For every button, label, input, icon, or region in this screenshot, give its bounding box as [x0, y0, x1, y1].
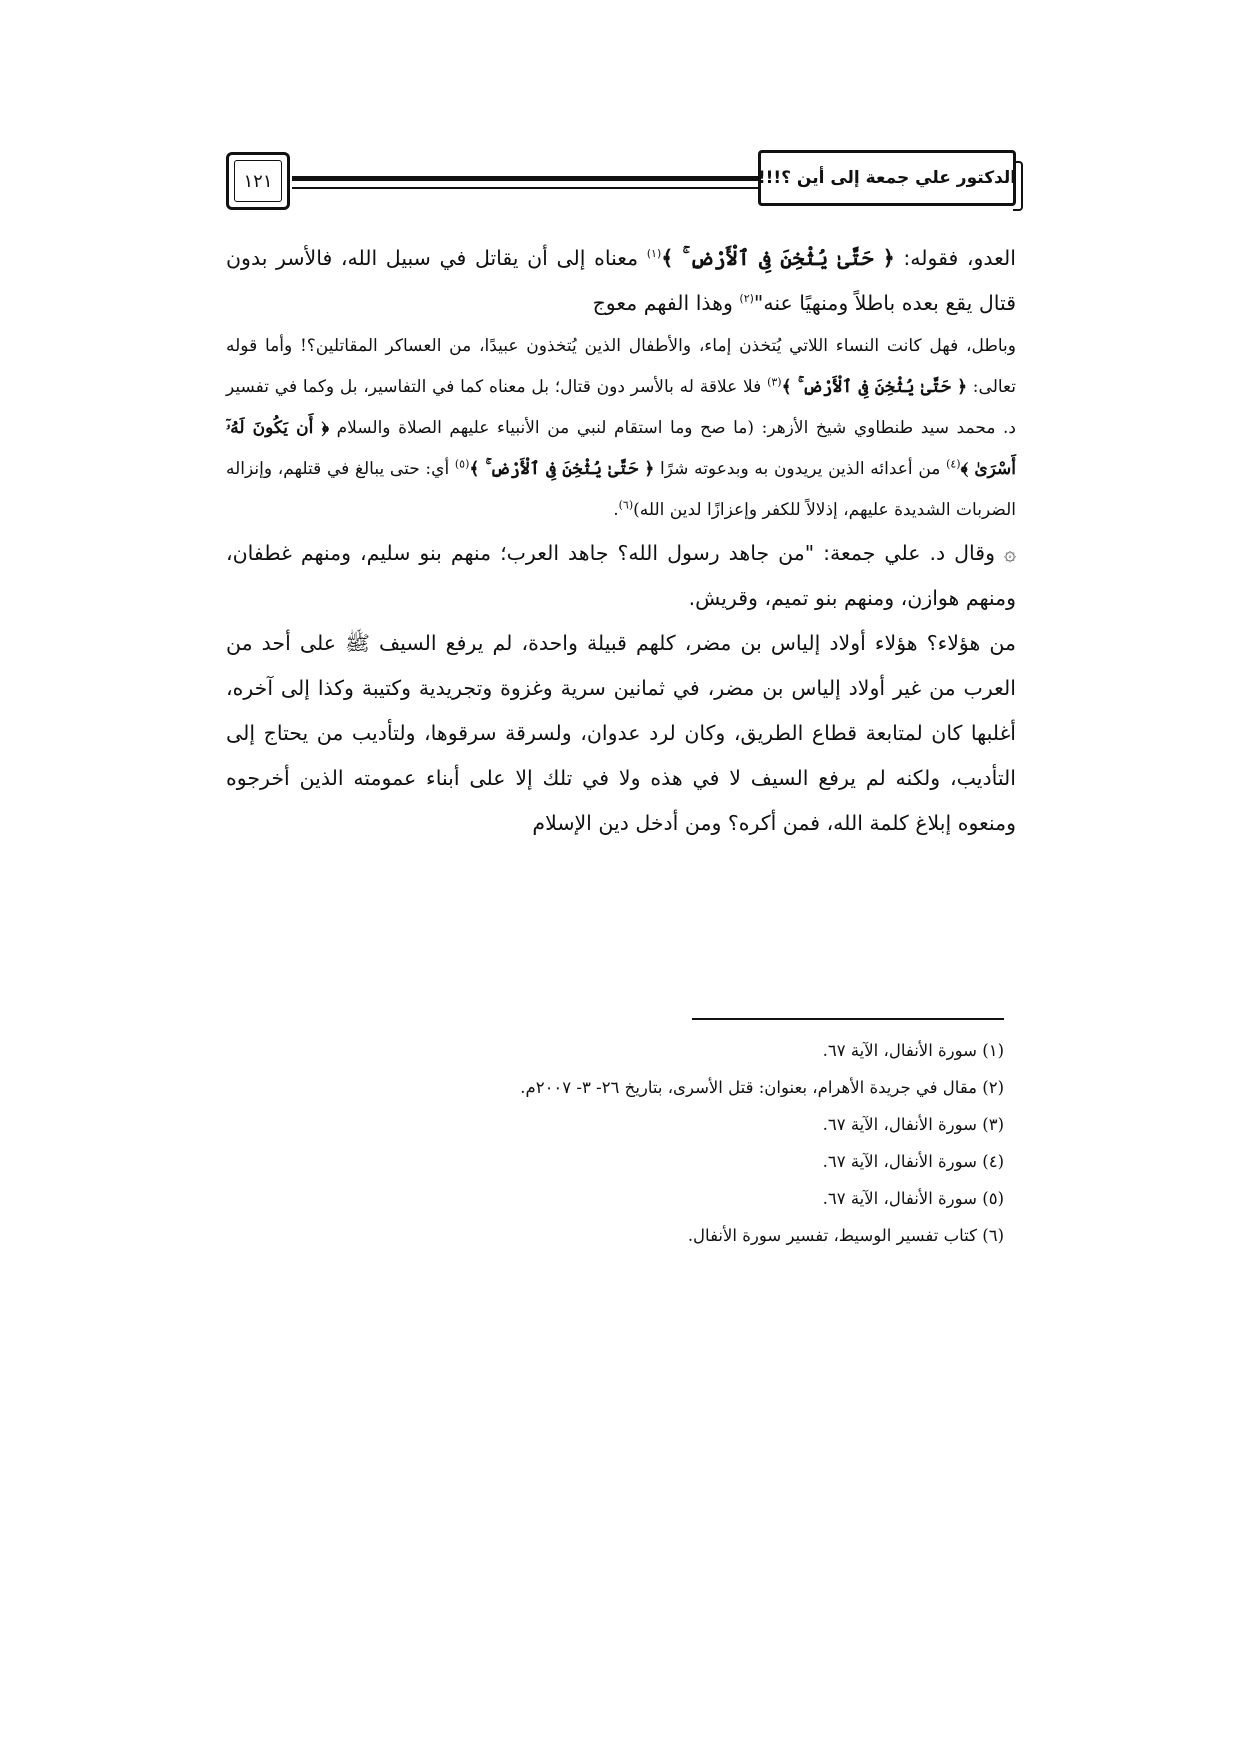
text-run: معناه إلى أن يقاتل في سبيل الله، فالأسر بدون قتال يقع بعده باطلاً ومنهيًا عنه": [226, 246, 1016, 315]
page-header: [226, 146, 1016, 218]
text-run: العدو، فقوله:: [894, 246, 1016, 270]
paragraph: [226, 236, 1016, 326]
text-run: من هؤلاء؟ هؤلاء أولاد إلياس بن مضر، كلهم قبيلة واحدة، لم يرفع السيف ﷺ على أحد من العرب من غير أولاد إلياس بن مضر، في ثمانين سرية وغزوة وتجريدية وكتيبة وكذا إلى آخره، أغلبها كان لمتابعة قطاع الطريق، وكان لرد عدوان، ولسرقة سرقوها، ولتأديب من يحتاج إلى التأديب، ولكنه لم يرفع السيف لا في هذه ولا في تلك إلا على أبناء عمومته الذين أخرجوه ومنعوه إبلاغ كلمة الله، فمن أكره؟ ومن أدخل دين الإسلام: [226, 631, 1016, 835]
footnote-divider: [692, 1018, 1004, 1020]
footnote-ref: (٣): [767, 375, 782, 389]
footnote-ref: (٢): [739, 292, 754, 306]
running-title: الدكتور علي جمعة إلى أين ؟!!!: [758, 150, 1016, 206]
footnote-ref: (٦): [618, 498, 634, 512]
text-run: من أعدائه الذين يريدون به وبدعوته شرًا: [654, 459, 947, 479]
footnote-2: (٢) مقال في جريدة الأهرام، بعنوان: قتل الأسرى، بتاريخ ٢٦- ٣- ٢٠٠٧م.: [520, 1078, 1004, 1097]
paragraph: [226, 326, 1016, 531]
text-run: فلا علاقة له بالأسر دون قتال؛ بل معناه كما في التفاسير، بل وكما في تفسير د. محمد سيد طنطاوي شيخ الأزهر: (ما صح وما استقام لنبي من الأنبياء عليهم الصلاة والسلام: [226, 377, 1016, 438]
footnote-1: (١) سورة الأنفال، الآية ٦٧.: [822, 1041, 1004, 1060]
footnote-3: (٣) سورة الأنفال، الآية ٦٧.: [822, 1115, 1004, 1134]
text-run: أي: حتى يبالغ في قتلهم، وإنزاله الضربات الشديدة عليهم، إذلالاً للكفر وإعزازًا لدين الله): [226, 459, 1016, 520]
quran-verse: ﴿ حَتَّىٰ يُثْخِنَ فِى ٱلْأَرْضِ ۚ ﴾: [781, 377, 968, 397]
footnote-6: (٦) كتاب تفسير الوسيط، تفسير سورة الأنفال.: [687, 1226, 1004, 1245]
header-rule: [292, 176, 758, 181]
header-rule-thin: [292, 187, 758, 189]
footnotes: [304, 1032, 1004, 1254]
footnote-4: (٤) سورة الأنفال، الآية ٦٧.: [822, 1152, 1004, 1171]
text-run: وباطل، فهل كانت النساء اللاتي يُتخذن إماء، والأطفال الذين يُتخذون عبيدًا، من العساكر المقاتلين؟! وأما قوله تعالى:: [226, 336, 1016, 397]
paragraph: [226, 531, 1016, 621]
main-text: [226, 236, 1016, 846]
paragraph: [226, 621, 1016, 846]
footnote-ref: (٥): [454, 457, 470, 471]
quran-verse: ﴿ حَتَّىٰ يُثْخِنَ فِى ٱلْأَرْضِ ۚ ﴾: [469, 459, 655, 479]
text-run: ۞ وقال د. علي جمعة: "من جاهد رسول الله؟ جاهد العرب؛ منهم بنو سليم، ومنهم غطفان، ومنهم هوازن، ومنهم بنو تميم، وقريش.: [226, 541, 1016, 610]
footnote-ref: (٤): [946, 457, 961, 471]
text-run: وهذا الفهم معوج: [592, 291, 740, 315]
text-run: .: [613, 500, 619, 520]
footnote-ref: (١): [646, 247, 662, 261]
page-number: ١٢١: [226, 152, 290, 210]
footnote-5: (٥) سورة الأنفال، الآية ٦٧.: [822, 1189, 1004, 1208]
quran-verse: ﴿ أَن يَكُونَ لَهُۥٓ أَسْرَىٰ ﴾: [226, 418, 1016, 479]
quran-verse: ﴿ حَتَّىٰ يُثْخِنَ فِى ٱلْأَرْضِ ۚ ﴾: [661, 246, 895, 270]
